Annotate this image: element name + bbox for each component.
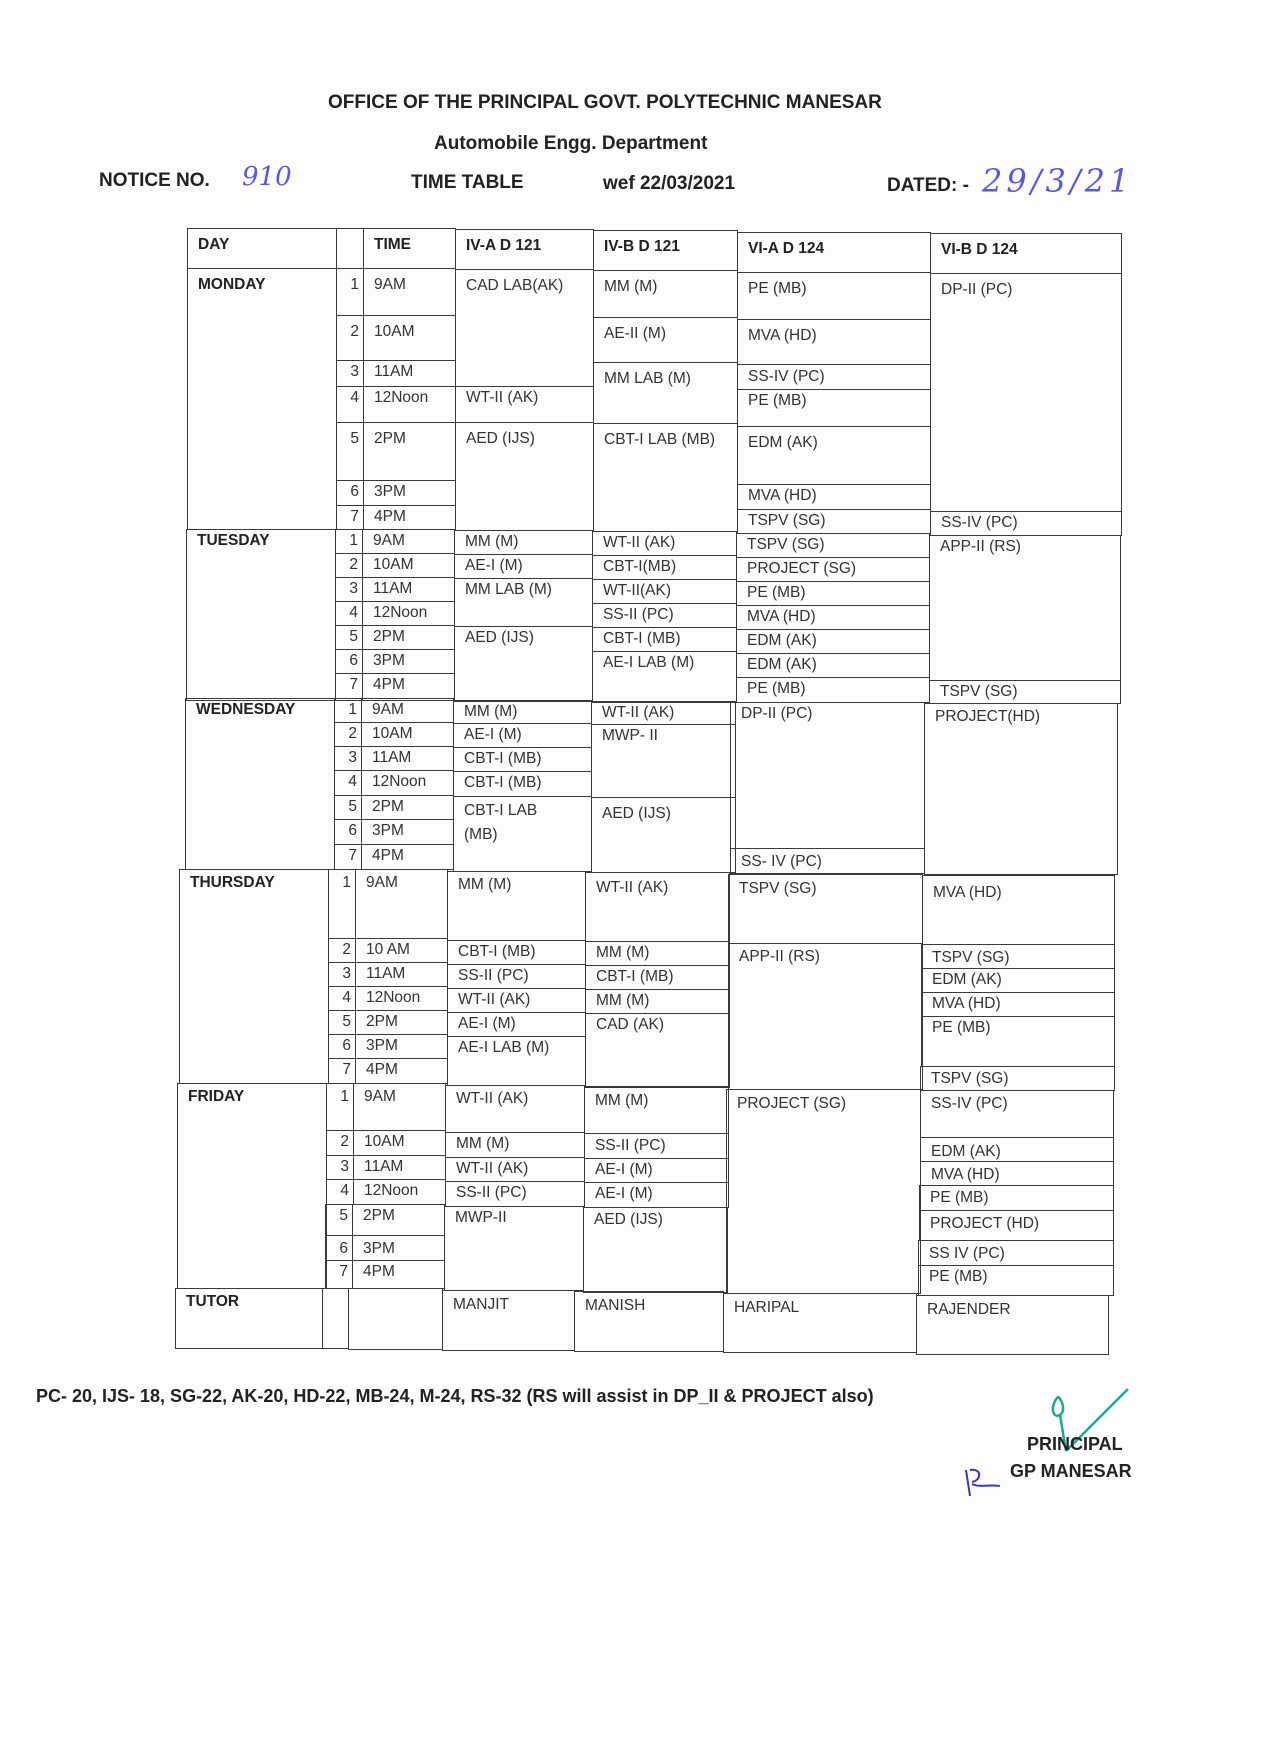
time-slot: 2PM [355,1010,448,1035]
faculty-load-note: PC- 20, IJS- 18, SG-22, AK-20, HD-22, MB-24, M-24, RS-32 (RS will assist in DP_II & PROJECT also) [36,1386,874,1406]
class-cell: WT-II (AK) [445,1085,585,1133]
class-cell: AED (IJS) [583,1207,728,1293]
class-cell: PE (MB) [736,581,930,606]
period-number: 2 [328,938,356,963]
class-cell: PE (MB) [918,1265,1114,1296]
class-cell: CBT-I (MB) [453,771,592,797]
period-number: 3 [328,962,356,987]
period-number: 2 [334,722,362,747]
class-cell: WT-II (AK) [445,1157,585,1182]
class-cell: PE (MB) [921,1016,1115,1067]
time-slot: 4PM [361,844,454,870]
col-header-vib: VI-B D 124 [930,233,1122,274]
time-slot: 11AM [362,577,455,602]
class-cell: MM (M) [585,941,730,966]
period-number: 2 [336,315,364,361]
col-header-period [336,228,364,269]
time-slot: 2PM [361,795,454,820]
class-cell: SS-II (PC) [584,1133,729,1159]
period-number: 4 [334,770,362,796]
period-number: 7 [325,1260,353,1289]
time-slot: 11AM [361,746,454,771]
tutor-iva: MANJIT [442,1290,575,1351]
class-cell: MM (M) [454,530,593,555]
time-slot: 12Noon [362,601,455,626]
period-number: 2 [335,553,363,578]
time-slot: 4PM [363,505,456,530]
time-slot: 9AM [362,529,455,554]
initials-icon [960,1462,1010,1502]
class-cell: APP-II (RS) [728,943,923,1090]
period-number: 5 [335,625,363,650]
department-title: Automobile Engg. Department [434,133,708,154]
time-slot: 9AM [363,268,456,316]
class-cell: WT-II (AK) [592,531,737,556]
class-cell: AE-I (M) [584,1182,729,1208]
time-slot: 3PM [361,819,454,845]
period-number: 6 [328,1034,356,1059]
class-cell: AE-I (M) [447,1012,586,1037]
tutor-via: HARIPAL [723,1293,917,1353]
class-cell: AED (IJS) [591,797,736,873]
notice-label: NOTICE NO. [99,170,210,191]
time-slot: 12Noon [355,986,448,1011]
time-slot: 11AM [355,962,448,987]
class-cell: MVA (HD) [922,875,1115,945]
time-slot: 2PM [363,422,456,481]
class-cell: SS- IV (PC) [730,848,925,874]
class-cell: PROJECT (SG) [726,1089,921,1294]
period-number: 7 [336,505,364,530]
tutor-label: TUTOR [175,1288,323,1349]
time-slot: 10AM [362,553,455,578]
class-cell: SS-II (PC) [592,603,737,628]
period-number: 1 [336,268,364,316]
period-number: 5 [328,1010,356,1035]
class-cell: MM LAB (M) [593,362,738,424]
class-cell: AED (IJS) [454,626,593,702]
period-number: 4 [336,386,364,423]
period-number: 7 [328,1058,356,1084]
class-cell: SS-II (PC) [445,1181,585,1207]
class-cell: CBT-I LAB (MB) [453,796,592,872]
class-cell: MVA (HD) [920,1161,1114,1186]
tutor-ivb: MANISH [574,1291,724,1352]
period-number: 6 [325,1235,353,1261]
period-number: 1 [328,869,356,939]
signatory-place: GP MANESAR [1010,1461,1132,1481]
class-cell: PROJECT (HD) [919,1210,1114,1241]
period-number: 6 [336,480,364,506]
class-cell: EDM (AK) [737,426,931,485]
class-cell: MVA (HD) [737,484,931,510]
day-friday: FRIDAY [177,1083,327,1289]
class-cell: WT-II (AK) [591,701,736,725]
class-cell: MVA (HD) [736,605,930,630]
class-cell: CBT-I (MB) [453,747,592,772]
class-cell: PE (MB) [736,677,930,703]
col-header-time: TIME [363,228,456,269]
period-number: 3 [326,1155,354,1180]
class-cell: CBT-I (MB) [447,940,586,965]
period-number: 5 [336,422,364,481]
period-number: 6 [335,649,363,674]
class-cell: CBT-I LAB (MB) [593,423,738,532]
class-cell: EDM (AK) [921,968,1115,993]
period-number: 5 [325,1204,353,1236]
period-number: 1 [334,698,362,723]
class-cell: MWP- II [591,724,736,798]
time-slot: 10AM [353,1130,446,1156]
class-cell: PROJECT(HD) [924,703,1118,875]
class-cell: TSPV (SG) [921,944,1115,969]
class-cell: DP-II (PC) [930,273,1122,512]
class-cell: WT-II (AK) [455,386,594,423]
class-cell: AE-I (M) [453,723,592,748]
time-slot: 4PM [352,1260,445,1289]
class-cell: MM (M) [453,700,592,724]
class-cell: MWP-II [444,1206,584,1291]
col-header-ivb: IV-B D 121 [593,230,738,271]
class-cell: TSPV (SG) [737,509,931,534]
col-header-day: DAY [187,228,337,269]
class-cell: AE-I LAB (M) [447,1036,586,1086]
col-header-via: VI-A D 124 [737,232,931,273]
dated-label: DATED: - [887,175,969,196]
time-slot: 12Noon [361,770,454,796]
class-cell: PROJECT (SG) [736,557,930,582]
tutor-vib: RAJENDER [916,1295,1109,1355]
class-cell: TSPV (SG) [920,1066,1115,1091]
time-slot: 3PM [363,480,456,506]
class-cell: SS-IV (PC) [737,364,931,390]
period-number: 4 [326,1179,354,1205]
class-cell: SS-IV (PC) [930,511,1122,536]
time-slot: 10AM [363,315,456,361]
class-cell: MM (M) [447,871,586,941]
tutor-empty-time [348,1288,443,1350]
class-cell: SS-IV (PC) [920,1090,1114,1138]
day-tuesday: TUESDAY [186,529,336,701]
period-number: 1 [335,529,363,554]
class-cell: MVA (HD) [737,319,931,365]
day-thursday: THURSDAY [179,869,329,1084]
period-number: 2 [326,1130,354,1156]
class-cell: MM (M) [593,270,738,318]
time-slot: 4PM [362,673,455,701]
notice-number: 910 [242,162,292,192]
class-cell: WT-II (AK) [585,872,730,942]
time-slot: 2PM [352,1204,445,1236]
time-slot: 4PM [355,1058,448,1084]
time-slot: 2PM [362,625,455,650]
class-cell: AE-I LAB (M) [592,651,737,703]
time-slot: 12Noon [353,1179,446,1205]
class-cell: PE (MB) [737,389,931,427]
class-cell: AED (IJS) [455,422,594,531]
period-number: 6 [334,819,362,845]
class-cell: PE (MB) [919,1185,1114,1211]
class-cell: CBT-I (MB) [592,627,737,652]
class-cell: AE-I (M) [454,554,593,579]
day-monday: MONDAY [187,268,337,530]
time-slot: 11AM [353,1155,446,1180]
office-title: OFFICE OF THE PRINCIPAL GOVT. POLYTECHNIC MANESAR [328,92,882,113]
period-number: 7 [335,673,363,701]
time-slot: 10 AM [355,938,448,963]
day-wednesday: WEDNESDAY [185,698,335,870]
time-slot: 10AM [361,722,454,747]
class-cell: CBT-I(MB) [592,555,737,580]
class-cell: DP-II (PC) [730,702,925,849]
class-cell: WT-II (AK) [447,988,586,1013]
class-cell: AE-II (M) [593,317,738,363]
class-cell: PE (MB) [737,272,931,320]
period-number: 5 [334,795,362,820]
class-cell: MM (M) [445,1132,585,1158]
class-cell: MM LAB (M) [454,578,593,627]
period-number: 3 [335,577,363,602]
col-header-iva: IV-A D 121 [455,229,594,270]
class-cell: TSPV (SG) [929,680,1121,704]
class-cell: CAD (AK) [585,1013,730,1088]
class-cell: CAD LAB(AK) [455,269,594,387]
timetable-title: TIME TABLE [411,172,524,193]
time-slot: 3PM [355,1034,448,1059]
class-cell: EDM (AK) [920,1137,1114,1162]
time-slot: 12Noon [363,386,456,423]
time-slot: 9AM [353,1083,446,1131]
period-number: 3 [334,746,362,771]
class-cell: MVA (HD) [921,992,1115,1017]
class-cell: SS IV (PC) [918,1240,1114,1266]
class-cell: TSPV (SG) [736,533,930,558]
period-number: 1 [326,1083,354,1131]
class-cell: APP-II (RS) [929,535,1121,681]
class-cell: TSPV (SG) [728,874,923,944]
dated-value: 29/3/21 [982,162,1134,200]
time-slot: 11AM [363,360,456,387]
class-cell: EDM (AK) [736,653,930,678]
class-cell: AE-I (M) [584,1158,729,1183]
time-slot: 3PM [352,1235,445,1261]
class-cell: EDM (AK) [736,629,930,654]
period-number: 4 [328,986,356,1011]
time-slot: 3PM [362,649,455,674]
period-number: 4 [335,601,363,626]
signatory-title: PRINCIPAL [1027,1434,1123,1454]
period-number: 3 [336,360,364,387]
time-slot: 9AM [355,869,448,939]
class-cell: SS-II (PC) [447,964,586,989]
class-cell: MM (M) [584,1086,729,1134]
time-slot: 9AM [361,698,454,723]
wef-date: wef 22/03/2021 [603,173,736,194]
tutor-empty-period [322,1288,349,1349]
class-cell: MM (M) [585,989,730,1014]
period-number: 7 [334,844,362,870]
class-cell: CBT-I (MB) [585,965,730,990]
class-cell: WT-II(AK) [592,579,737,604]
